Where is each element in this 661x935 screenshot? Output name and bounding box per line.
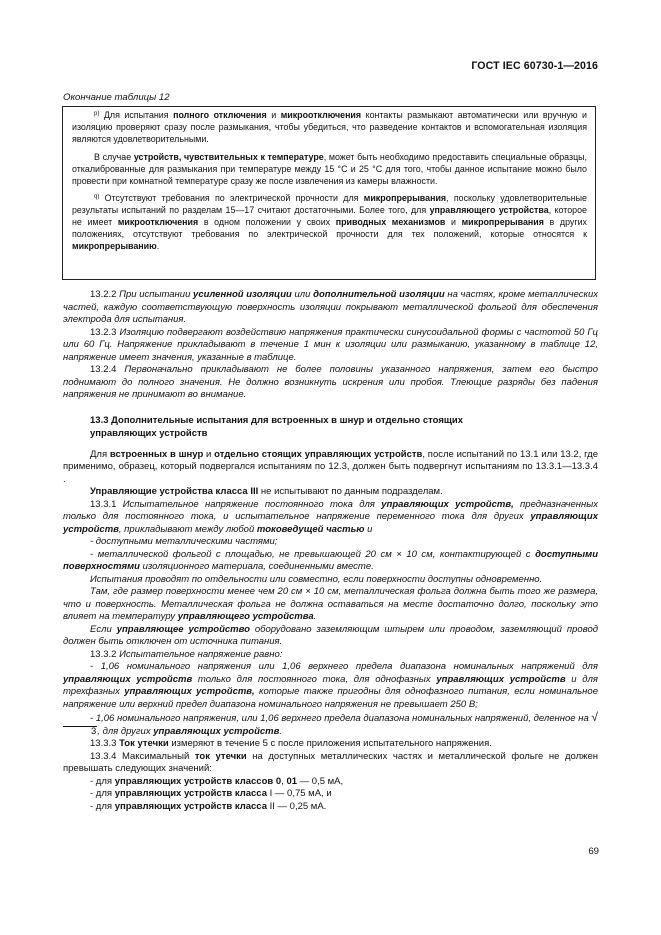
clause-13-3-1: 13.3.1 Испытательное напряжение постоянного тока для управляющих устройств, предназначенных только для постоянного тока, и испытательное напряжение переменного тока для других управляющих устройств, прикладывают между любой токоведущей частью и	[63, 498, 598, 535]
dash-item: - доступными металлическими частями;	[90, 536, 278, 547]
note-q: $^{q)}$ Отсутствуют требования по электрической прочности для микропрерывания, поскольку удовлетворительные результаты испытаний по разделам 15—17 считают достаточными. Более того, для управляющего устройства, которое не имеет микроотключения в одном положении у своих приводных механизмов и микропрерывания в других положениях, отсутствуют требования по электрической прочности для тех положений, которые относятся к микропрерыванию.	[72, 193, 587, 252]
dash-item: - 1,06 номинального напряжения, или 1,06 верхнего предела диапазона номинальных напряжений, деленное на √3, для других управляющих устройств.	[63, 711, 598, 738]
limit-item: - для управляющих устройств класса II — 0,25 мА.	[90, 800, 327, 812]
section-heading-13-3: 13.3 Дополнительные испытания для встроенных в шнур и отдельно стоящих управляющих устройств	[90, 414, 464, 439]
clause-13-3-2: 13.3.2 Испытательное напряжение равно:	[90, 648, 283, 660]
page-number: 69	[588, 846, 599, 857]
dash-item: - 1,06 номинального напряжения или 1,06 верхнего предела диапазона номинальных напряжений для управляющих устройств только для постоянного тока, для однофазных управляющих устройств и для трехфазных управляющих устройств, которые также пригодны для однофазного питания, если номинальное напряжение или верхний предел диапазона номинального напряжения не превышает 250 В;	[63, 661, 598, 710]
table-notes-box	[62, 106, 596, 280]
clause-13-2-2: 13.2.2 При испытании усиленной изоляции или дополнительной изоляции на частях, кроме металлических частей, каждую соответствующую поверхность изоляции покрывают металлической фольгой для обеспечения электрода для испытания.	[63, 289, 599, 325]
foil-note: Там, где размер поверхности менее чем 20 см × 10 см, металлическая фольга должна быть того же размера, что и поверхность. Металлическая фольга не должна оставаться на месте достаточно долго, поскольку это влияет на температуру управляющего устройства.	[63, 586, 598, 622]
limit-item: - для управляющих устройств класса I — 0,75 мА, и	[90, 788, 332, 799]
clause-13-3-3: 13.3.3 Ток утечки измеряют в течение 5 с после приложения испытательного напряжения.	[90, 738, 492, 749]
note-p: $^{p)}$ Для испытания полного отключения и микроотключения контакты размыкают автоматически или вручную и изоляцию проверяют сразу после размыкания, чтобы убедиться, что разведение контактов и вспомогательная изоляция являются удовлетворительными.	[72, 110, 587, 144]
note-temperature: В случае устройств, чувствительных к температуре, может быть необходимо предоставить специальные образцы, откалиброванные для размыкания при температуре между 15 °С и 25 °С для того, чтобы данное испытание можно было провести при комнатной температуре сразу же после извлечения из камеры влажности.	[72, 151, 588, 186]
document-body	[63, 289, 598, 813]
class-iii-note: Управляющие устройства класса III не испытывают по данным подразделам.	[90, 486, 443, 497]
limit-item: - для управляющих устройств классов 0, 01 — 0,5 мА,	[90, 775, 344, 787]
standard-header: ГОСТ IEC 60730-1—2016	[471, 60, 598, 72]
clause-13-3-intro: Для встроенных в шнур и отдельно стоящих управляющих устройств, после испытаний по 13.1 или 13.2, где применимо, образец, который подвергался испытаниям по 12.3, должен быть подвергнут испытаниям по 13.3.1—13.3.4 .	[63, 448, 599, 485]
clause-13-2-3: 13.2.3 Изоляцию подвергают воздействию напряжения практически синусоидальной формы с частотой 50 Гц или 60 Гц. Напряжение прикладывают в течение 1 мин к изоляции или размыканию, указанному в таблице 12, напряжение имеет значения, указанные в таблице.	[63, 326, 598, 363]
clause-13-3-4: 13.3.4 Максимальный ток утечки на доступных металлических частях и металлической фольге не должен превышать следующих значений:	[63, 750, 598, 774]
test-note: Испытания проводят по отдельности или совместно, если поверхности доступны одновременно.	[90, 573, 543, 585]
table-caption: Окончание таблицы 12	[63, 92, 170, 103]
clause-13-2-4: 13.2.4 Первоначально прикладывают не более половины указанного напряжения, затем его быстро поднимают до полного значения. Не должно возникнуть искрения или пробоя. Тлеющие разряды без падения напряжения не принимают во внимание.	[63, 364, 598, 400]
dash-item: - металлической фольгой с площадью, не превышающей 20 см × 10 см, контактирующей с доступными поверхностями изоляционного материала, соединенными вместе.	[63, 548, 598, 572]
earthing-note: Если управляющее устройство оборудовано заземляющим штырем или проводом, заземляющий провод должен быть отключен от источника питания.	[63, 623, 598, 647]
